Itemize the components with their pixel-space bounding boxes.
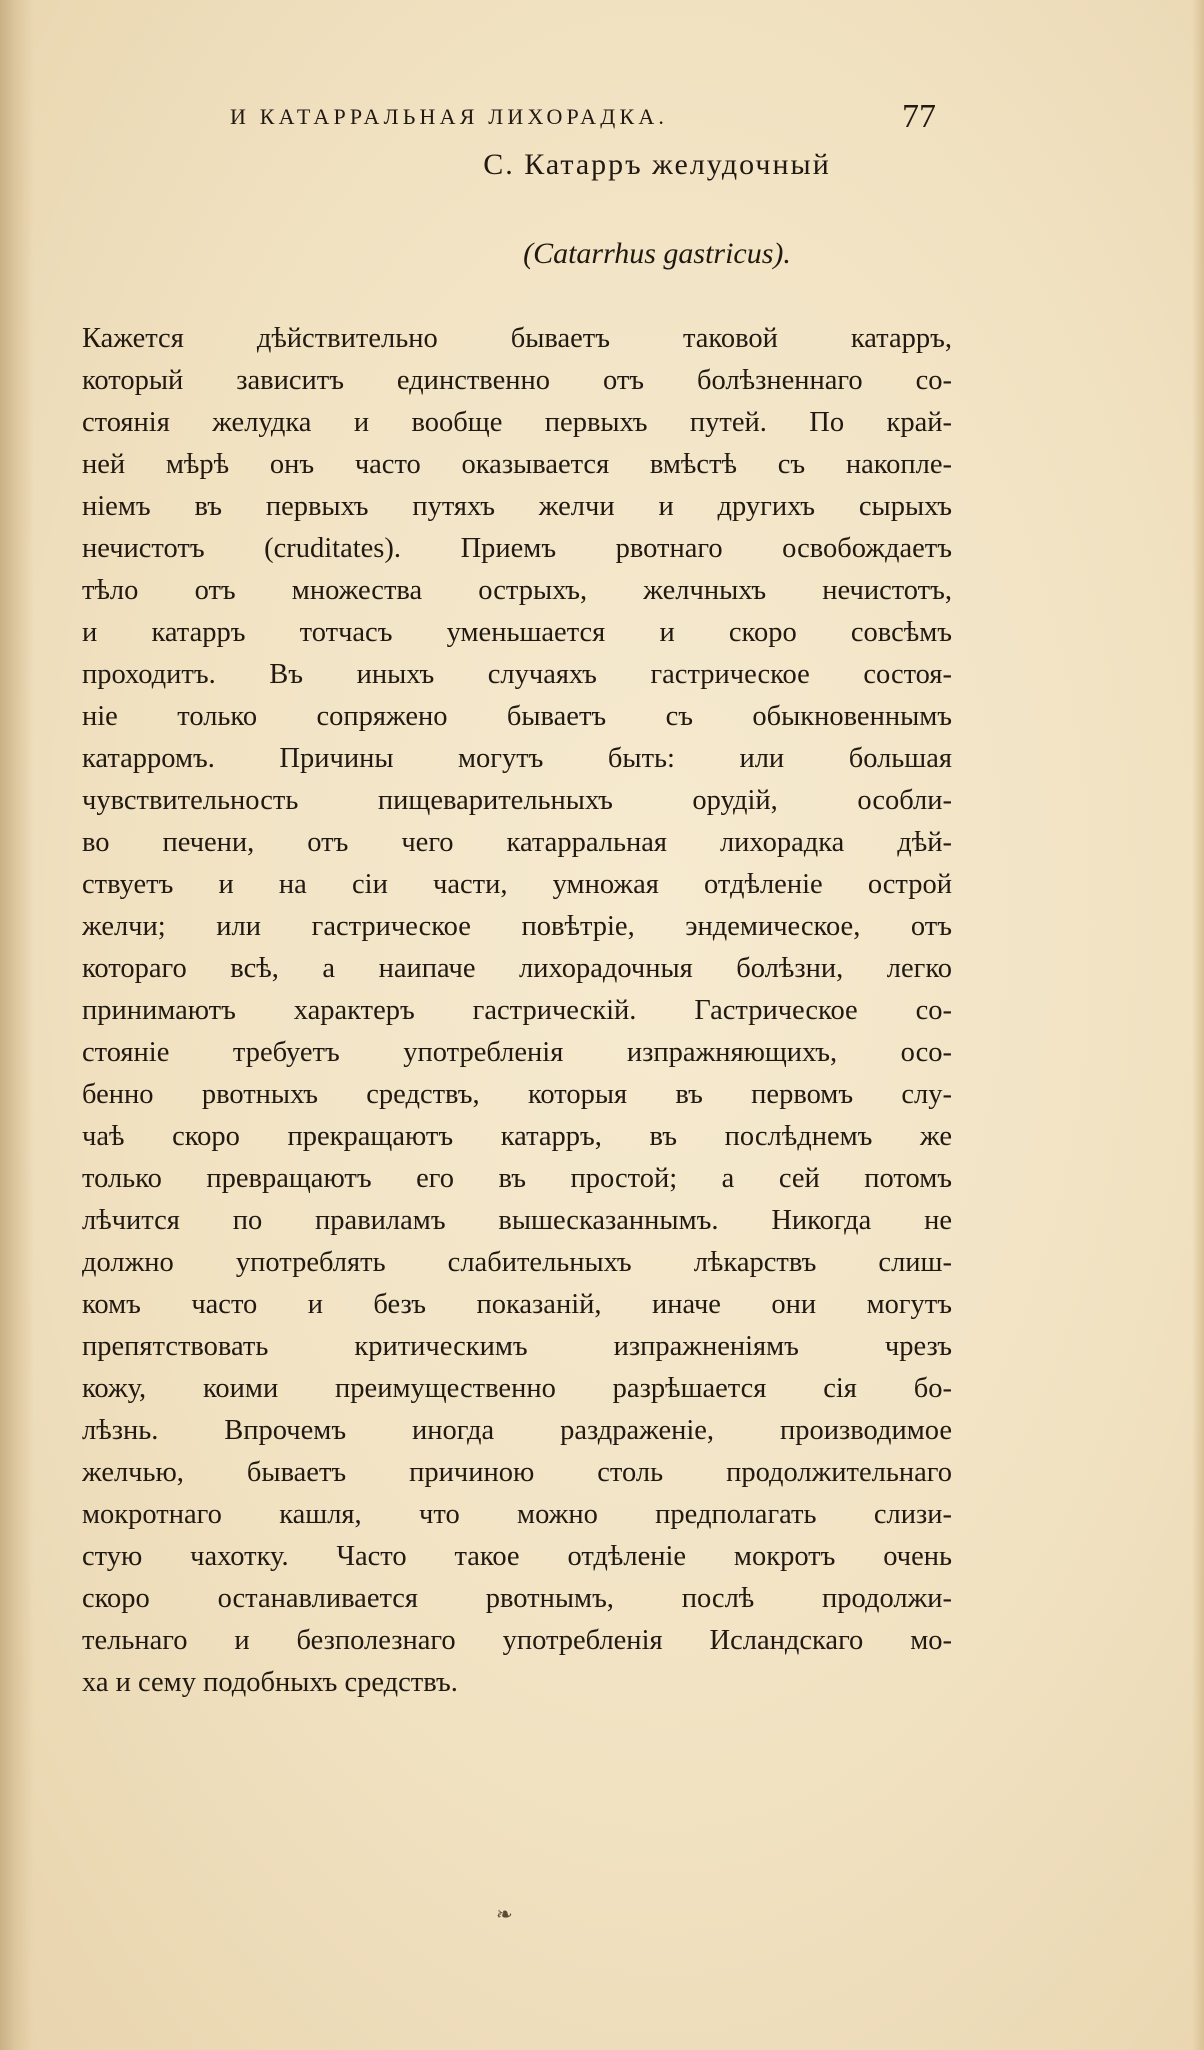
text-line: желчью, бываетъ причиною столь продолжительнаго: [82, 1457, 952, 1488]
text-line: кожу, коими преимущественно разрѣшается сія бо-: [82, 1373, 952, 1404]
text-line: который зависитъ единственно отъ болѣзненнаго со-: [82, 365, 952, 396]
text-line: проходитъ. Въ иныхъ случаяхъ гастрическое состоя-: [82, 659, 952, 690]
text-line: чаѣ скоро прекращаютъ катарръ, въ послѣднемъ же: [82, 1121, 952, 1152]
text-line: нечистотъ (cruditates). Приемъ рвотнаго освобождаетъ: [82, 533, 952, 564]
text-line: комъ часто и безъ показаній, иначе они могутъ: [82, 1289, 952, 1320]
text-line: желчи; или гастрическое повѣтріе, эндемическое, отъ: [82, 911, 952, 942]
gutter-shadow: [0, 0, 34, 2050]
text-line: тельнаго и безполезнаго употребленія Исландскаго мо-: [82, 1625, 952, 1656]
text-line: котораго всѣ, а наипаче лихорадочныя болѣзни, легко: [82, 953, 952, 984]
text-line: лѣчится по правиламъ вышесказаннымъ. Никогда не: [82, 1205, 952, 1236]
text-line: препятствовать критическимъ изпражненіямъ чрезъ: [82, 1331, 952, 1362]
page-header: [230, 98, 950, 138]
text-line: бенно рвотныхъ средствъ, которыя въ первомъ слу-: [82, 1079, 952, 1110]
text-line: катарромъ. Причины могутъ быть: или большая: [82, 743, 952, 774]
section-subtitle: (Catarrhus gastricus).: [523, 237, 791, 270]
text-line: стоянія желудка и вообще первыхъ путей. По край-: [82, 407, 952, 438]
text-line: во печени, отъ чего катарральная лихорадка дѣй-: [82, 827, 952, 858]
running-head: И КАТАРРАЛЬНАЯ ЛИХОРАДКА.: [230, 104, 669, 129]
text-line: чувствительность пищеварительныхъ орудій, особли-: [82, 785, 952, 816]
text-line: стояніе требуетъ употребленія изпражняющихъ, осо-: [82, 1037, 952, 1068]
text-line: стую чахотку. Часто такое отдѣленіе мокротъ очень: [82, 1541, 952, 1572]
section-title: С. Катарръ желудочный: [483, 148, 831, 181]
text-line: принимаютъ характеръ гастрическій. Гастрическое со-: [82, 995, 952, 1026]
text-line: скоро останавливается рвотнымъ, послѣ продолжи-: [82, 1583, 952, 1614]
text-line: ней мѣрѣ онъ часто оказывается вмѣстѣ съ накопле-: [82, 449, 952, 480]
text-line-final: ха и сему подобныхъ средствъ.: [82, 1667, 458, 1698]
text-line: должно употреблять слабительныхъ лѣкарствъ слиш-: [82, 1247, 952, 1278]
page-number: 77: [902, 98, 936, 135]
text-line: тѣло отъ множества острыхъ, желчныхъ нечистотъ,: [82, 575, 952, 606]
text-line: ніе только сопряжено бываетъ съ обыкновеннымъ: [82, 701, 952, 732]
text-line: и катарръ тотчасъ уменьшается и скоро совсѣмъ: [82, 617, 952, 648]
page-edge: [1192, 0, 1204, 2050]
text-line: Кажется дѣйствительно бываетъ таковой катарръ,: [82, 323, 952, 354]
text-line: ствуетъ и на сіи части, умножая отдѣленіе острой: [82, 869, 952, 900]
text-line: мокротнаго кашля, что можно предполагать слизи-: [82, 1499, 952, 1530]
printer-ornament: ❧: [496, 1904, 513, 1926]
text-line: ніемъ въ первыхъ путяхъ желчи и другихъ сырыхъ: [82, 491, 952, 522]
text-line: лѣзнь. Впрочемъ иногда раздраженіе, производимое: [82, 1415, 952, 1446]
body-paragraph: [82, 318, 952, 1704]
text-line: только превращаютъ его въ простой; а сей потомъ: [82, 1163, 952, 1194]
